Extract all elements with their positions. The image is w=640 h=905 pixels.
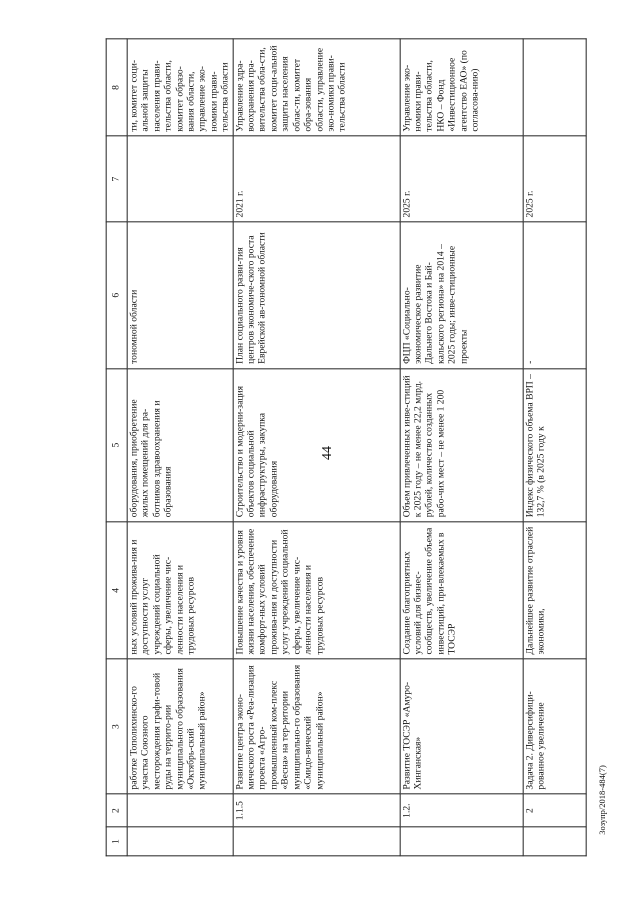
table-cell — [127, 827, 233, 856]
table-cell: Повышение качества и уровня жизни населения, обеспечение комфорт-ных условий прожива-ния и доступности услуг учреждений социальной сферы, увеличение чис-ленности населения и трудовых ресурсов — [233, 522, 400, 659]
page-number: 44 — [320, 446, 335, 460]
table-cell: 1.2. — [400, 794, 523, 827]
header-cell: 8 — [106, 39, 127, 136]
table-cell: 2021 г. — [233, 136, 400, 222]
table-cell: План социального разви-тия центров экономиче-ского роста Еврейской ав-тономной области — [233, 222, 400, 368]
plan-table — [106, 38, 587, 856]
table-cell — [127, 136, 233, 222]
header-row — [106, 39, 127, 856]
header-cell: 6 — [106, 222, 127, 368]
table-cell: 2025 г. — [523, 136, 586, 222]
table-cell: Задача 2. Диверсифици-рованное увеличение — [523, 659, 586, 794]
table-cell — [233, 827, 400, 856]
table-row — [523, 39, 586, 856]
header-cell: 5 — [106, 368, 127, 521]
table-cell — [400, 827, 523, 856]
header-cell: 1 — [106, 827, 127, 856]
table-cell: Дальнейшее развитие отраслей экономики, — [523, 522, 586, 659]
table-cell: Индекс физического объема ВРП – 132,7 % (в 2025 году к — [523, 368, 586, 521]
table-cell: Строительство и модерни-зация объектов социальной инфраструктуры, закупка оборудования — [233, 368, 400, 521]
table-row — [400, 39, 523, 856]
table-cell — [523, 39, 586, 136]
header-cell: 4 — [106, 522, 127, 659]
table-row — [127, 39, 233, 856]
table-cell: ных условий прожива-ния и доступности услуг учреждений социальной сферы, увеличение чис-ленности населения и трудовых ресурсов — [127, 522, 233, 659]
header-cell: 7 — [106, 136, 127, 222]
table-cell: 2025 г. — [400, 136, 523, 222]
table-cell: Создание благоприятных условий для бизнес-сообществ, увеличение объема инвестиций, при-влекаемых в ТОСЭР — [400, 522, 523, 659]
table-cell: Управление эко-номики прави-тельства области, НКО – Фонд «Инвестиционное агентство ЕАО» (по согласова-нию) — [400, 39, 523, 136]
table-cell: Развитие центра эконо-мического роста «Реа-лизация проекта «Агро-промышленный ком-плекс «Весна» на тер-ритории муниципально-го образования «Смидо-вический муниципальный район» — [233, 659, 400, 794]
table-cell: Развитие ТОСЭР «Амуро-Хинганская» — [400, 659, 523, 794]
table-cell: 1.1.5 — [233, 794, 400, 827]
table-cell: - — [523, 222, 586, 368]
table-cell: Управление здра-воохранения пра-вительства обла-сти, комитет соци-альной защиты населения облас-ти, комитет обра-зования области, управление эко-номики прави-тельства области — [233, 39, 400, 136]
header-cell: 2 — [106, 794, 127, 827]
table-cell: работке Тополихинско-го участка Союзного месторождения графи-товой руды на террито-рии муниципального образования «Октябрь-ский муниципальный район» — [127, 659, 233, 794]
table-cell: Объем привлеченных инве-стиций к 2025 году – не менее 22,2 млрд. рублей, количество созданных рабо-чих мест – не менее 1 200 — [400, 368, 523, 521]
table-cell — [523, 827, 586, 856]
table-row — [233, 39, 400, 856]
document-code: 3озупр/2018-484(7) — [597, 765, 607, 835]
table-cell: ти, комитет соци-альной защиты населения прави-тельства области, комитет образо-вания области, управление эко-номики прави-тельства области — [127, 39, 233, 136]
header-cell: 3 — [106, 659, 127, 794]
table-cell: тономной области — [127, 222, 233, 368]
table-cell: оборудования, приобретение жилых помещений для ра-ботников здравоохранения и образования — [127, 368, 233, 521]
plan-table-container — [110, 30, 578, 848]
table-cell — [127, 794, 233, 827]
table-cell: ФЦП «Социально-экономическое развитие Дальнего Востока и Бай-кальского региона» на 2014 – 2025 годы; инве-стиционные проекты — [400, 222, 523, 368]
table-cell: 2 — [523, 794, 586, 827]
